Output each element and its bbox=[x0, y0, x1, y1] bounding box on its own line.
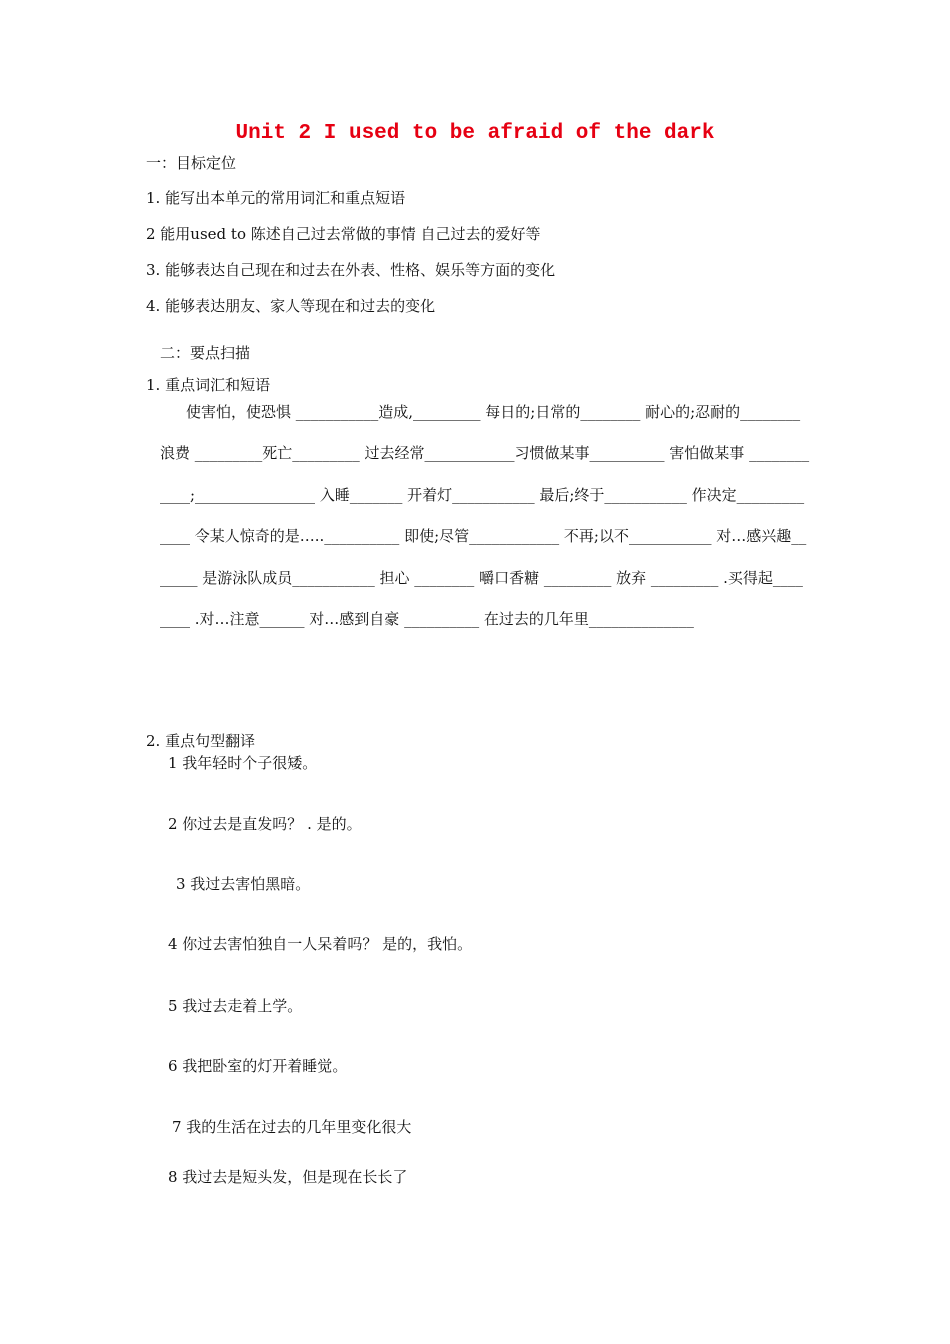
vocab-heading: 1. 重点词汇和短语 bbox=[146, 376, 271, 394]
goal-item: 2 能用used to 陈述自己过去常做的事情 自己过去的爱好等 bbox=[146, 225, 541, 243]
document-title: Unit 2 I used to be afraid of the dark bbox=[235, 122, 715, 145]
vocab-exercise-paragraph bbox=[160, 392, 810, 640]
section-heading-key-points: 二：要点扫描 bbox=[160, 344, 251, 362]
sentence-item: 7 我的生活在过去的几年里变化很大 bbox=[172, 1118, 412, 1136]
sentence-item: 6 我把卧室的灯开着睡觉。 bbox=[168, 1057, 348, 1075]
section-heading-goals: 一：目标定位 bbox=[146, 154, 237, 172]
sentence-item: 8 我过去是短头发，但是现在长长了 bbox=[168, 1168, 408, 1186]
goal-item: 3. 能够表达自己现在和过去在外表、性格、娱乐等方面的变化 bbox=[146, 261, 556, 279]
sentence-item: 1 我年轻时个子很矮。 bbox=[168, 754, 318, 772]
sentence-item: 2 你过去是直发吗？ . 是的。 bbox=[168, 815, 362, 833]
sentence-heading: 2. 重点句型翻译 bbox=[146, 732, 256, 750]
goal-item: 4. 能够表达朋友、家人等现在和过去的变化 bbox=[146, 297, 436, 315]
sentence-item: 3 我过去害怕黑暗。 bbox=[176, 875, 311, 893]
vocab-exercise-text: 使害怕，使恐惧 ___________造成,_________ 每日的;日常的________ 耐心的;忍耐的________ 浪费 _________死亡_________ 过去经常____________习惯做某事__________ 害怕做某事 ____________;________________ 入睡_______ 开着灯___________ 最后;终于___________ 作决定_____________ 令某人惊奇的是…..__________ 即使;尽管____________ 不再;以不___________ 对…感兴趣_______ 是游泳队成员___________ 担心 ________ 嚼口香糖 _________ 放弃 _________ .买得起________ .对…注意______ 对…感到自豪 __________ 在过去的几年里______________ bbox=[160, 403, 810, 629]
sentence-item: 4 你过去害怕独自一人呆着吗？ 是的，我怕。 bbox=[168, 935, 473, 953]
sentence-item: 5 我过去走着上学。 bbox=[168, 997, 303, 1015]
goal-item: 1. 能写出本单元的常用词汇和重点短语 bbox=[146, 189, 406, 207]
